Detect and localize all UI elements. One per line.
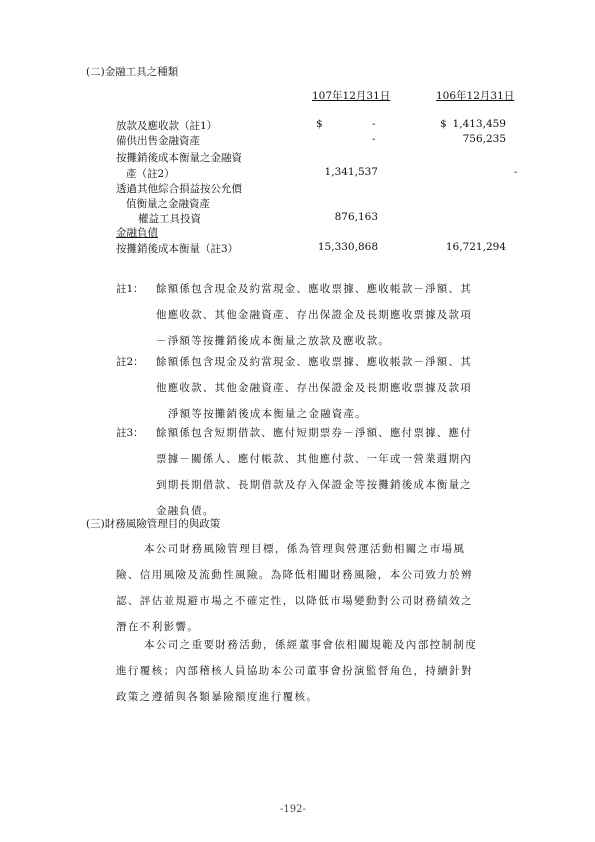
note-1-body xyxy=(156,276,542,354)
note-3-body xyxy=(156,420,542,524)
note-3-line: 到期長期借款、長期借款及存入保證金等按攤銷後成本衡量之 xyxy=(156,479,472,491)
page-number: -192- xyxy=(280,804,306,815)
value-afs-2017: 756,235 xyxy=(462,133,506,145)
row-label-fvoci-1: 透過其他綜合損益按公允價 xyxy=(116,183,242,195)
note-1-label: 註1： xyxy=(116,283,144,295)
paragraph-line: 潛在不利影響。 xyxy=(116,621,200,633)
value-liab-2017: 16,721,294 xyxy=(445,241,506,253)
row-label-liab: 按攤銷後成本衡量（註3） xyxy=(116,243,239,255)
row-label-loans: 放款及應收款（註1） xyxy=(116,120,218,132)
row-label-amortized-1: 按攤銷後成本衡量之金融資 xyxy=(116,152,242,164)
liabilities-heading: 金融負債 xyxy=(116,227,158,239)
col-header-2018: 107年12月31日 xyxy=(312,90,391,102)
row-label-fvoci-2: 值衡量之金融資產 xyxy=(126,198,210,210)
note-3-line: 餘額係包含短期借款、應付短期票券－淨額、應付票據、應付 xyxy=(156,427,472,439)
paragraph-line: 險、信用風險及流動性風險。為降低相關財務風險，本公司致力於辨 xyxy=(116,569,473,581)
note-2-label: 註2： xyxy=(116,356,144,368)
value-liab-2018: 15,330,868 xyxy=(317,241,378,253)
value-loans-2017: 1,413,459 xyxy=(452,118,506,130)
note-2-line: 淨額等按攤銷後成本衡量之金融資產。 xyxy=(168,408,367,420)
paragraph-line: 本公司財務風險管理目標，係為管理與營運活動相關之市場風 xyxy=(144,543,466,555)
value-loans-2018: - xyxy=(372,118,376,130)
value-amortized-2018: 1,341,537 xyxy=(324,166,378,178)
paragraph-line: 本公司之重要財務活動，係經董事會依相關規範及內部控制制度 xyxy=(144,639,478,651)
section-3-paragraph-2 xyxy=(116,632,516,710)
section-3-title: (三)財務風險管理目的與政策 xyxy=(86,518,221,530)
note-3-line: 票據－關係人、應付帳款、其他應付款、一年或一營業週期內 xyxy=(156,453,472,465)
note-2-body xyxy=(156,349,542,427)
value-amortized-2017: - xyxy=(514,166,518,178)
note-1-line: 餘額係包含現金及約當現金、應收票據、應收帳款－淨額、其 xyxy=(156,283,472,295)
currency-2018: $ xyxy=(316,118,323,130)
row-label-amortized-2: 產（註2） xyxy=(126,168,175,180)
paragraph-line: 進行覆核；內部稽核人員協助本公司董事會扮演監督角色，持續針對 xyxy=(116,665,473,677)
section-3-paragraph-1 xyxy=(116,536,516,640)
note-1-line: －淨額等按攤銷後成本衡量之放款及應收款。 xyxy=(156,335,390,347)
note-1-line: 他應收款、其他金融資產、存出保證金及長期應收票據及款項 xyxy=(156,309,472,321)
currency-2017: $ xyxy=(440,118,447,130)
row-label-equity: 權益工具投資 xyxy=(138,213,201,225)
section-2-title: (二)金融工具之種類 xyxy=(86,66,179,78)
note-2-line: 餘額係包含現金及約當現金、應收票據、應收帳款－淨額、其 xyxy=(156,356,472,368)
note-3-label: 註3： xyxy=(116,427,144,439)
row-label-afs: 備供出售金融資產 xyxy=(116,135,200,147)
note-2-line: 他應收款、其他金融資產、存出保證金及長期應收票據及款項 xyxy=(156,382,472,394)
value-equity-2018: 876,163 xyxy=(334,211,378,223)
note-3-line: 金融負債。 xyxy=(156,505,215,517)
col-header-2017: 106年12月31日 xyxy=(436,90,515,102)
value-afs-2018: - xyxy=(372,133,376,145)
paragraph-line: 政策之遵循與各類暴險額度進行覆核。 xyxy=(116,691,319,703)
paragraph-line: 認、評估並規避市場之不確定性，以降低市場變動對公司財務績效之 xyxy=(116,595,473,607)
